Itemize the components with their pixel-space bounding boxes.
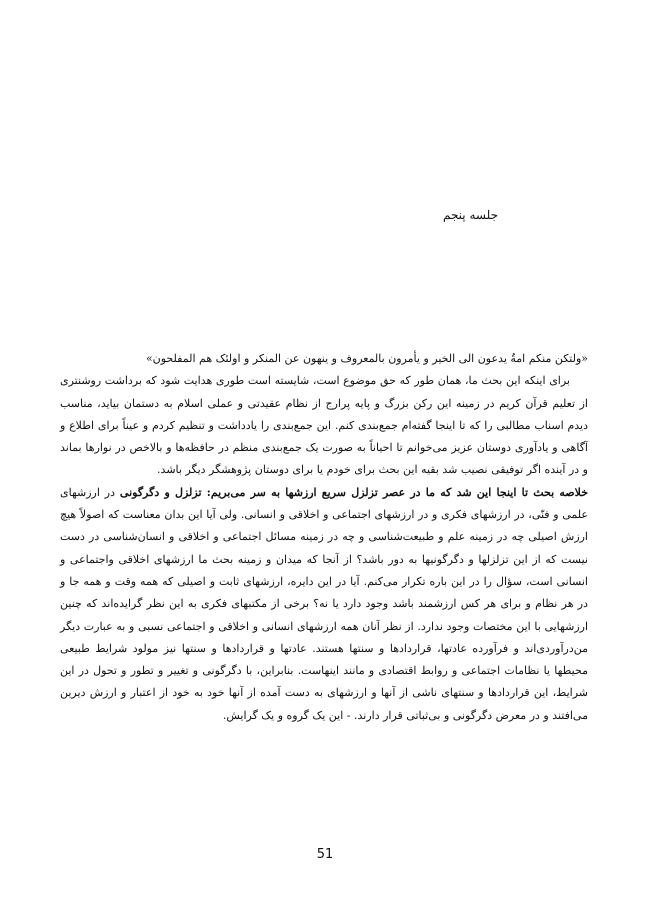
page-number: 51	[316, 847, 334, 862]
summary-lead: خلاصه بحث تا اینجا این شد که ما در عصر تزلزل سریع ارزشها به سر می‌بریم: تزلزل و دگرگونی	[119, 485, 588, 499]
paragraph-summary	[60, 482, 588, 727]
quran-verse: «ولتکن منکم امةٌ یدعون الی الخیر و یأمرون بالمعروف و ینهون عن المنکر و اولئک هم المفلحون»	[145, 352, 588, 365]
session-title: جلسه پنجم	[442, 208, 498, 222]
body-text	[60, 348, 588, 727]
paragraph-intro: برای اینکه این بحث ما، همان طور که حق موضوع است، شایسته است طوری هدایت شود که برداشت روشنتری از تعلیم قرآن کریم در زمینه این رکن بزرگ و پایه پرارج از نظام عقیدتی و عملی اسلام به دستمان بیاید، مناسب دیدم اسناب مطالبی را که تا اینجا گفته‌ام جمع‌بندی کنم. این جمع‌بندی را یادداشت و تنظیم کردم و عیناً برای اطلاع و آگاهی و یادآوری دوستان عزیز می‌خوانم تا احیاناً به صورت یک جمع‌بندی منظم در حافظه‌ها و بالاخص در نوارها بماند و در آینده اگر توفیقی نصیب شد بقیه این بحث برای خودم یا برای دوستان پژوهشگر دیگر باشد.	[60, 374, 588, 477]
summary-body: در ارزشهای علمی و فنّی، در ارزشهای فکری و در ارزشهای اجتماعی و اخلاقی و انسانی. ولی آیا این بدان معناست که اصولاً هیچ ارزش اصیلی چه در زمینه علم و طبیعت‌شناسی و چه در زمینه مسائل اجتماعی و اخلاقی و انسان‌شناسی در دست نیست که از این تزلزلها و دگرگونیها به دور باشد؟ از آنجا که میدان و زمینه بحث ما ارزشهای اخلاقی واجتماعی و انسانی است، سؤال را در این باره تکرار می‌کنم. آیا در این دایره، ارزشهای ثابت و اصیلی که همه وقت و همه جا و در هر نظام و برای هر کس ارزشمند باشد وجود دارد یا نه؟ برخی از مکتبهای فکری به این نظر گرایده‌اند که چنین ارزشهایی با این مختصات وجود ندارد. از نظر آنان همه ارزشهای انسانی و اخلاقی و اجتماعی نسبی و به عبارت دیگر من‌درآوردی‌اند و فرآورده عادتها، قراردادها و سنتها هستند. عادتها و قراردادها و سنتها نیز مولود شرایط طبیعی محیطها یا نظامات اجتماعی و روابط اقتصادی و مانند اینهاست. بنابراین، با دگرگونی و تغییر و تطور و تحول در این شرایط، این قراردادها و سنتهای ناشی از آنها و ارزشهای به دست آمده از آنها خود به خود از اعتبار و ارزش دیرین می‌افتند و در معرض دگرگونی و بی‌ثباتی قرار دارند. - این یک گروه و یک گرایش.	[60, 485, 588, 722]
